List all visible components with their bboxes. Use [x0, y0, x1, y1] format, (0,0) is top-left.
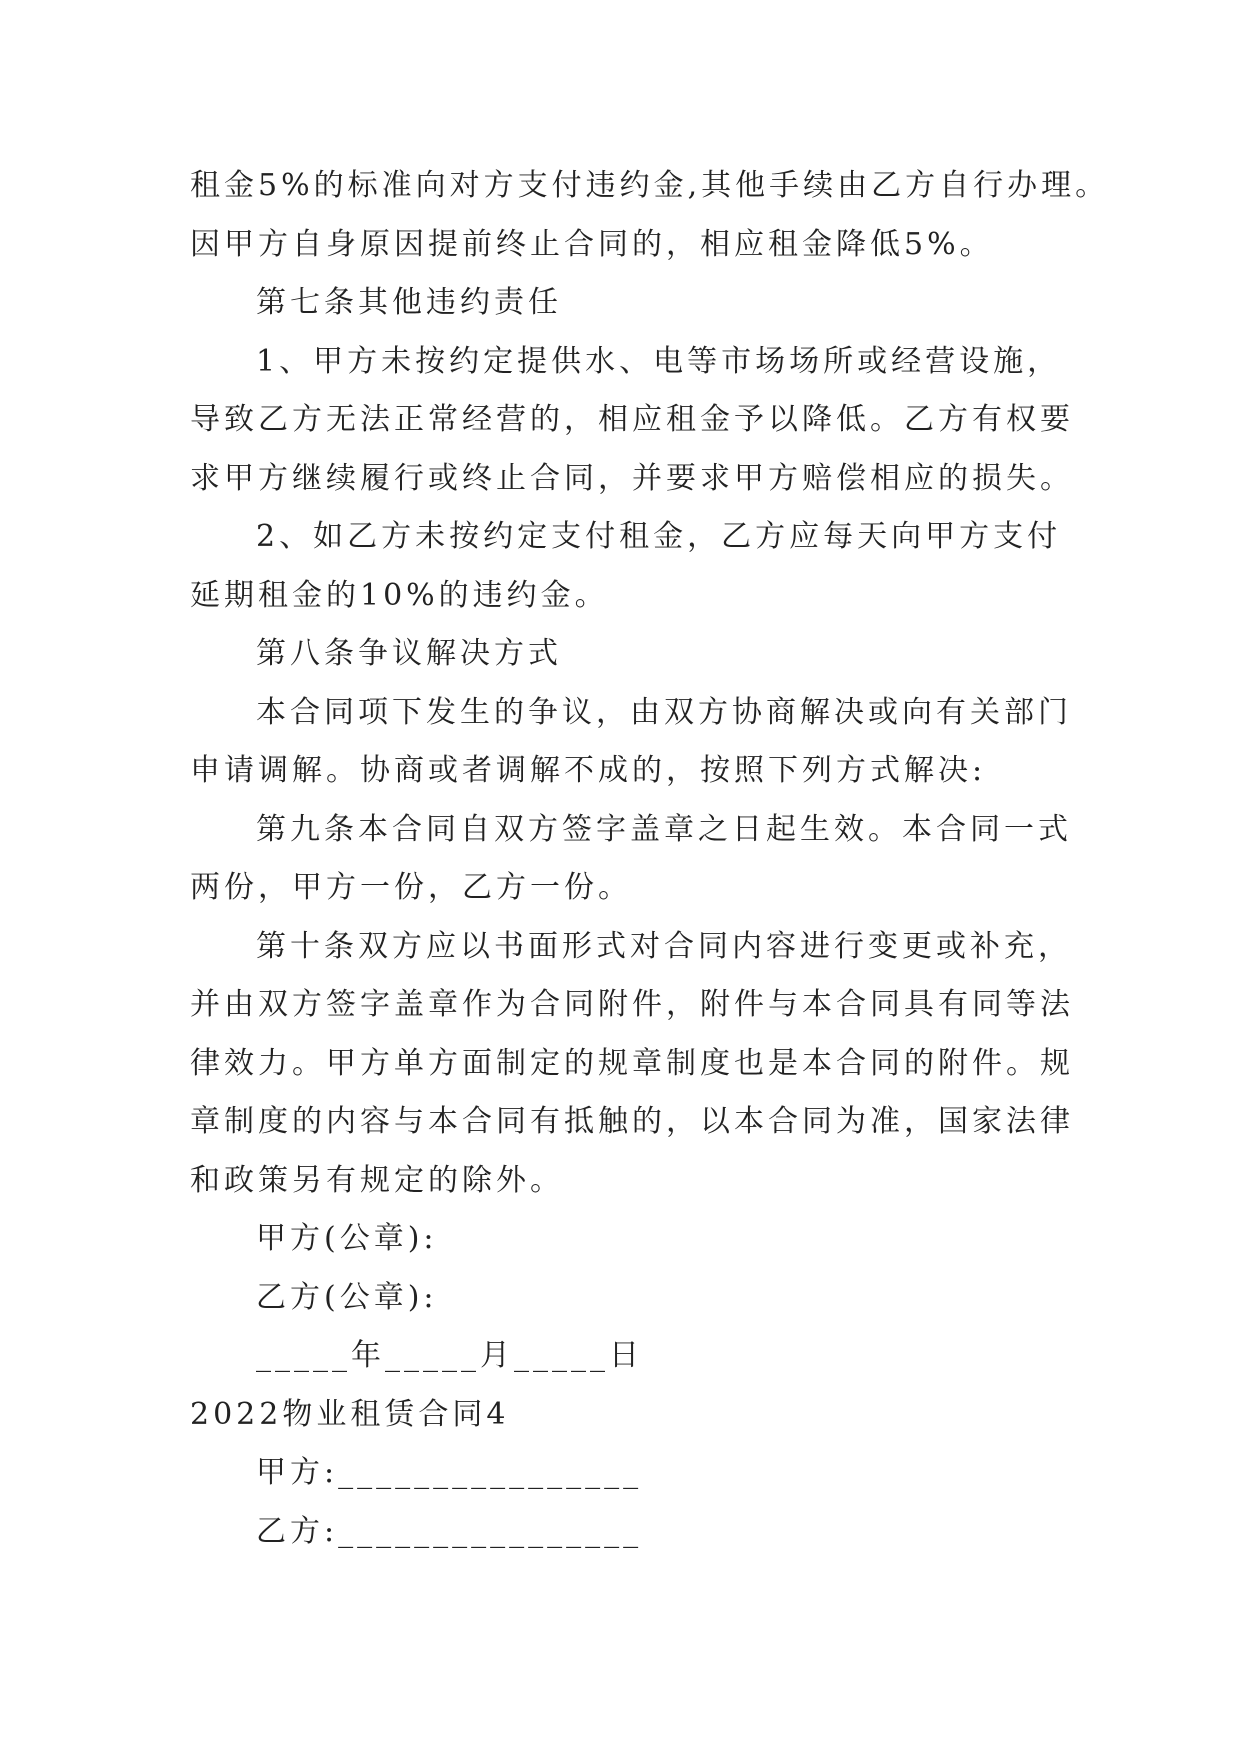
text-line: 求甲方继续履行或终止合同，并要求甲方赔偿相应的损失。: [190, 461, 1074, 496]
signature-line-party-a: 甲方(公章):: [256, 1221, 438, 1256]
party-a-line: 甲方:________________: [256, 1455, 643, 1490]
text-line: 租金5%的标准向对方支付违约金,其他手续由乙方自行办理。: [190, 168, 1110, 203]
text-line: 和政策另有规定的除外。: [190, 1163, 564, 1198]
text-line: 因甲方自身原因提前终止合同的，相应租金降低5%。: [190, 227, 994, 262]
text-line: 第十条双方应以书面形式对合同内容进行变更或补充，: [256, 929, 1072, 964]
section-heading: 第七条其他违约责任: [256, 285, 562, 320]
text-line: 两份，甲方一份，乙方一份。: [190, 870, 632, 905]
text-line: 导致乙方无法正常经营的，相应租金予以降低。乙方有权要: [190, 402, 1074, 437]
text-line: 申请调解。协商或者调解不成的，按照下列方式解决:: [190, 753, 987, 788]
party-b-line: 乙方:________________: [256, 1514, 643, 1549]
document-title: 2022物业租赁合同4: [190, 1397, 510, 1432]
text-line: 第九条本合同自双方签字盖章之日起生效。本合同一式: [256, 812, 1072, 847]
section-heading: 第八条争议解决方式: [256, 636, 562, 671]
date-line: _____年_____月_____日: [256, 1338, 643, 1373]
text-line: 章制度的内容与本合同有抵触的，以本合同为准，国家法律: [190, 1104, 1074, 1139]
text-line: 2、如乙方未按约定支付租金，乙方应每天向甲方支付: [256, 519, 1062, 554]
text-line: 并由双方签字盖章作为合同附件，附件与本合同具有同等法: [190, 987, 1074, 1022]
text-line: 延期租金的10%的违约金。: [190, 578, 609, 613]
signature-line-party-b: 乙方(公章):: [256, 1280, 438, 1315]
text-line: 1、甲方未按约定提供水、电等市场场所或经营设施，: [256, 344, 1062, 379]
text-line: 律效力。甲方单方面制定的规章制度也是本合同的附件。规: [190, 1046, 1074, 1081]
text-line: 本合同项下发生的争议，由双方协商解决或向有关部门: [256, 695, 1072, 730]
